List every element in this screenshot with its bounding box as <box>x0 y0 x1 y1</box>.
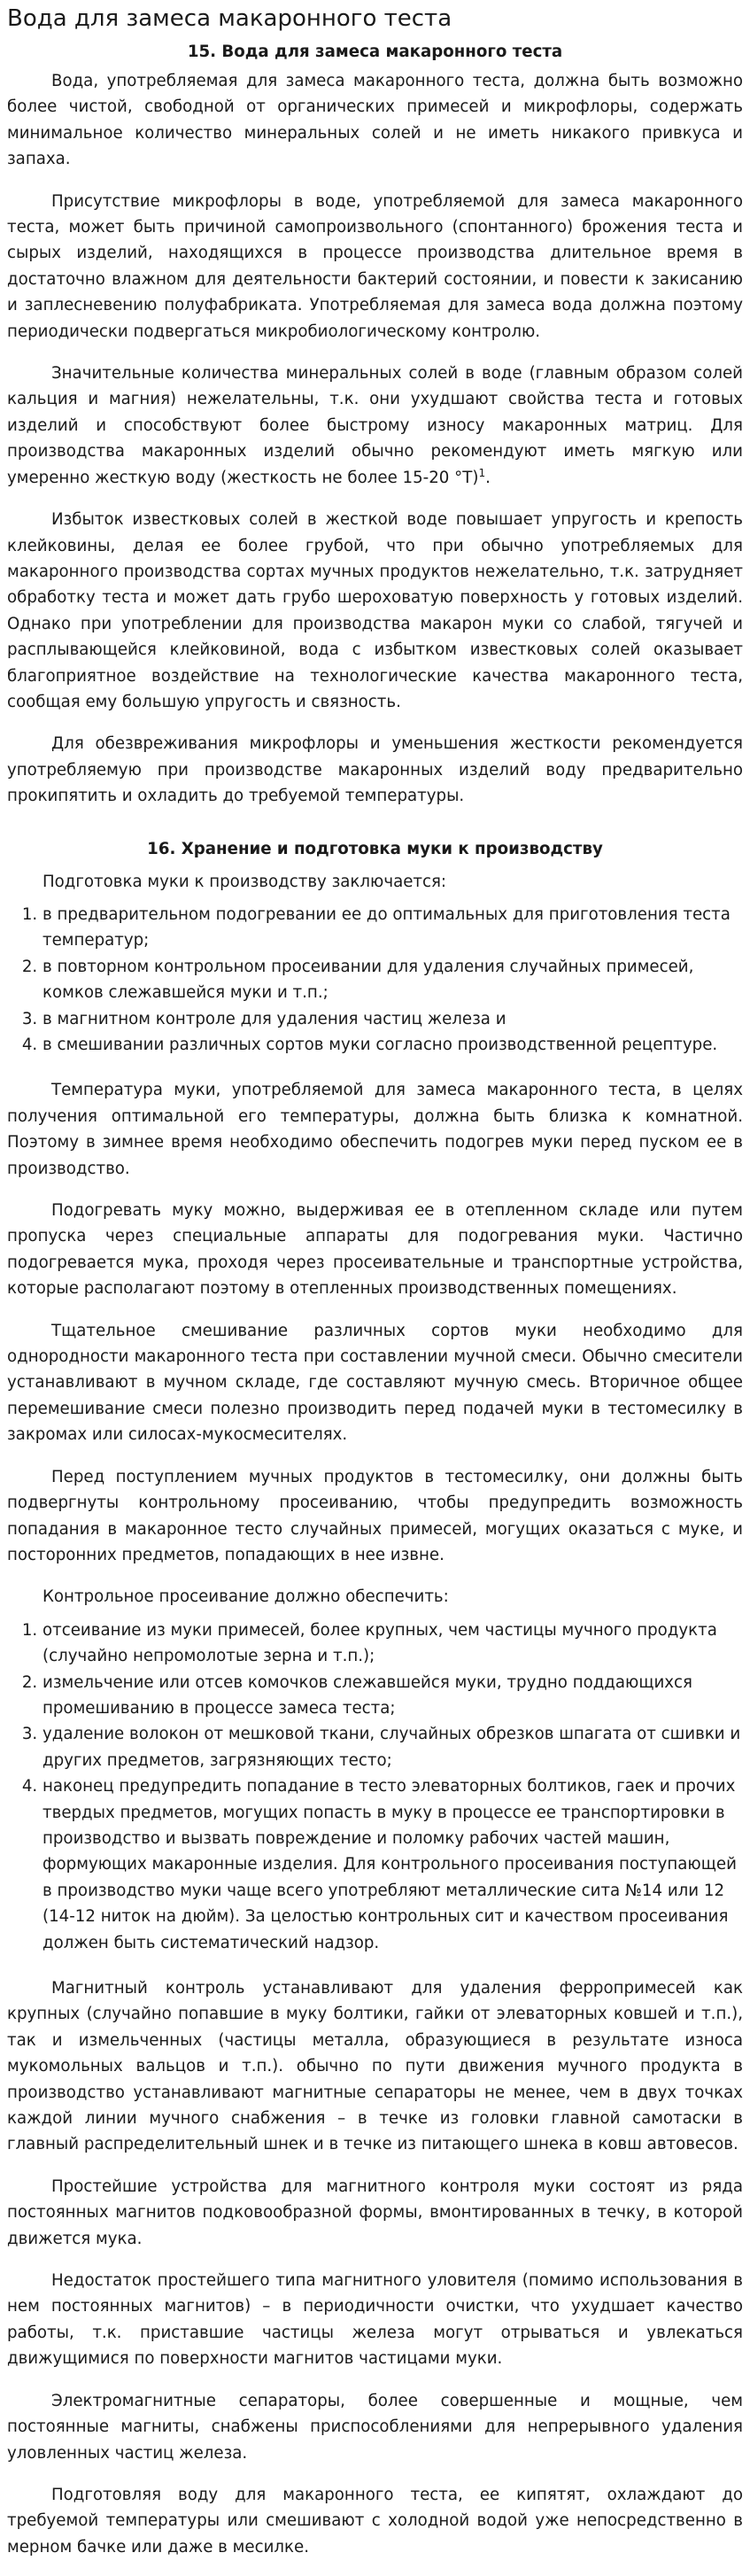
list-item: 2. в повторном контрольном просеивании для удаления случайных примесей, комков слежавшейся муки и т.п.; <box>43 954 743 1006</box>
paragraph: Тщательное смешивание различных сортов муки необходимо для однородности макаронного теста при составлении мучной смеси. Обычно смесители устанавливают в мучном складе, где составляют мучную смесь. Вторичное общее перемешивание смеси полезно производить перед подачей муки в тестомесилку в закромах или силосах-мукосмесителях. <box>7 1321 743 1445</box>
section-15 <box>7 39 743 810</box>
paragraph: Для обезвреживания микрофлоры и уменьшения жесткости рекомендуется употребляемую при производстве макаронных изделий воду предварительно прокипятить и охладить до требуемой температуры. <box>7 734 743 806</box>
paragraph: Присутствие микрофлоры в воде, употребляемой для замеса макаронного теста, может быть причиной самопроизвольного (спонтанного) брожения теста и сырых изделий, находящихся в процессе производства длительное время в достаточно влажном для деятельности бактерий состоянии, и повести к закисанию и заплесневению полуфабриката. Употребляемая для замеса вода должна поэтому периодически подвергаться микробиологическому контролю. <box>7 191 743 341</box>
paragraph: Недостаток простейшего типа магнитного уловителя (помимо использования в нем постоянных магнитов) – в периодичности очистки, что ухудшает качество работы, т.к. приставшие частицы железа могут отрываться и увлекаться движущимися по поверхности магнитов частицами муки. <box>7 2271 743 2369</box>
paragraph-text: Значительные количества минеральных солей в воде (главным образом солей кальция и магния) нежелательны, т.к. они ухудшают свойства теста и готовых изделий и способствуют более быстрому износу макаронных матриц. Для производства макаронных изделий обычно рекомендуют иметь мягкую или умеренно жесткую воду (жесткость не более 15-20 °Т) <box>7 364 743 487</box>
list-intro: Контрольное просеивание должно обеспечить: <box>43 1587 449 1607</box>
list-intro: Подготовка муки к производству заключается: <box>43 872 447 891</box>
paragraph: Перед поступлением мучных продуктов в тестомесилку, они должны быть подвергнуты контрольному просеиванию, чтобы предупредить возможность попадания в макаронное тесто случайных примесей, могущих оказаться с муке, и посторонних предметов, попадающих в нее извне. <box>7 1467 743 1564</box>
list-item: 1. в предварительном подогревании ее до оптимальных для приготовления теста температур; <box>43 902 743 954</box>
paragraph: Простейшие устройства для магнитного контроля муки состоят из ряда постоянных магнитов подковообразной формы, вмонтированных в течку, в которой движется мука. <box>7 2176 743 2248</box>
paragraph: Подогревать муку можно, выдерживая ее в отепленном складе или путем пропуска через специальные аппараты для подогревания муки. Частично подогревается мука, проходя через просеивательные и транспортные устройства, которые располагают поэтому в отепленных производственных помещениях. <box>7 1201 743 1299</box>
paragraph: Температура муки, употребляемой для замеса макаронного теста, в целях получения оптимальной его температуры, должна быть близка к комнатной. Поэтому в зимнее время необходимо обеспечить подогрев муки перед пуском ее в производство. <box>7 1081 743 1178</box>
list-item: 1. отсеивание из муки примесей, более крупных, чем частицы мучного продукта (случайно непромолотые зерна и т.п.); <box>43 1618 743 1670</box>
list-item: 3. в магнитном контроле для удаления частиц железа и <box>43 1006 743 1032</box>
section-16-heading: 16. Хранение и подготовка муки к производству <box>147 839 603 858</box>
list-item: 2. измельчение или отсев комочков слежавшейся муки, трудно поддающихся промешиванию в процессе замеса теста; <box>43 1670 743 1722</box>
section-16 <box>7 836 743 2561</box>
section-15-heading: 15. Вода для замеса макаронного теста <box>187 43 563 61</box>
footnote-mark[interactable]: 1 <box>478 466 486 479</box>
list-item: 3. удаление волокон от мешковой ткани, случайных обрезков шпагата от сшивки и других предметов, загрязняющих тесто; <box>43 1721 743 1773</box>
paragraph: Значительные количества минеральных солей в воде (главным образом солей кальция и магния) нежелательны, т.к. они ухудшают свойства теста и готовых изделий и способствуют более быстрому износу макаронных матриц. Для производства макаронных изделий обычно рекомендуют иметь мягкую или умеренно жесткую воду (жесткость не более 15-20 °Т)$^1$. <box>7 364 743 487</box>
paragraph: Электромагнитные сепараторы, более совершенные и мощные, чем постоянные магниты, снабжены приспособлениями для непрерывного удаления уловленных частиц железа. <box>7 2391 743 2463</box>
paragraph: Магнитный контроль устанавливают для удаления ферропримесей как крупных (случайно попавшие в муку болтики, гайки от элеваторных ковшей и т.п.), так и измельченных (частицы металла, образующиеся в результате износа мукомольных вальцов и т.п.). обычно по пути движения мучного продукта в производство устанавливают магнитные сепараторы не менее, чем в двух точках каждой линии мучного снабжения – в течке из головки главной самотаски в главный распределительный шнек и в течке из питающего шнека в ковш автовесов. <box>7 1979 743 2154</box>
paragraph: Вода, употребляемая для замеса макаронного теста, должна быть возможно более чистой, свободной от органических примесей и микрофлоры, содержать минимальное количество минеральных солей и не иметь никакого привкуса и запаха. <box>7 72 743 169</box>
paragraph: Подготовляя воду для макаронного теста, ее кипятят, охлаждают до требуемой температуры или смешивают с холодной водой уже непосредственно в мерном бачке или даже в месилке. <box>7 2485 743 2557</box>
sifting-list <box>7 1618 743 1956</box>
paragraph: Избыток известковых солей в жесткой воде повышает упругость и крепость клейковины, делая ее более грубой, что при обычно употребляемых для макаронного производства сортах мучных продуктов нежелательно, т.к. затрудняет обработку теста и может дать грубо шероховатую поверхность у готовых изделий. Однако при употреблении для производства макарон муки со слабой, тягучей и расплывающейся клейковиной, вода с избытком известковых солей оказывает благоприятное воздействие на технологические качества макаронного теста, сообщая ему большую упругость и связность. <box>7 510 743 711</box>
preparation-list <box>7 902 743 1058</box>
page-title: Вода для замеса макаронного теста <box>7 5 452 32</box>
list-item: 4. наконец предупредить попадание в тесто элеваторных болтиков, гаек и прочих твердых предметов, могущих попасть в муку в процессе ее транспортировки в производство и вызвать повреждение и поломку рабочих частей машин, формующих макаронные изделия. Для контрольного просеивания поступающей в производство муки чаще всего употребляют металлические сита №14 или 12 (14-12 ниток на дюйм). За целостью контрольных сит и качеством просеивания должен быть систематический надзор. <box>43 1773 743 1956</box>
list-item: 4. в смешивании различных сортов муки согласно производственной рецептуре. <box>43 1032 743 1058</box>
